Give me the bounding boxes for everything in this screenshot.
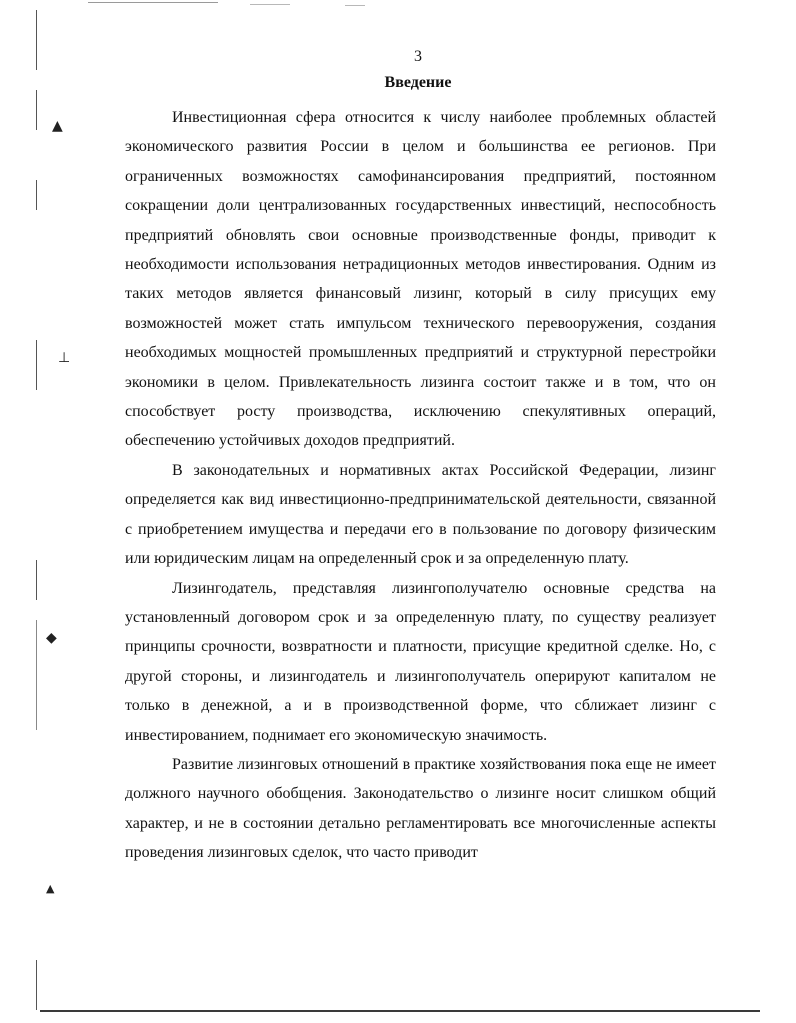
punch-hole-mark-icon: ▲ (52, 118, 63, 134)
paragraph: Лизингодатель, представляя лизингополучателю основные средства на установленный договором срок и за определенную плату, по существу реализует принципы срочности, возвратности и платности, присущие кредитной сделке. Но, с другой стороны, и лизингодатель и лизингополучатель оперируют капиталом не только в денежной, а и в производственной форме, что сближает лизинг с инвестированием, поднимает его экономическую значимость. (125, 579, 716, 744)
page-number: 3 (414, 48, 422, 65)
scan-artifact-top-line (345, 5, 365, 6)
scan-artifact-bottom-line (40, 1010, 760, 1012)
scan-artifact-left-edge (36, 620, 37, 730)
paragraph: В законодательных и нормативных актах Российской Федерации, лизинг определяется как вид инвестиционно-предпринимательской деятельности, связанной с приобретением имущества и передачи его в пользование по договору физическим или юридическим лицам на определенный срок и за определенную плату. (125, 461, 716, 568)
paragraph: Инвестиционная сфера относится к числу наиболее проблемных областей экономического развития России в целом и большинства ее регионов. При ограниченных возможностях самофинансирования предприятий, постоянном сокращении доли централизованных государственных инвестиций, неспособность предприятий обновлять свои основные производственные фонды, приводит к необходимости использования нетрадиционных методов инвестирования. Одним из таких методов является финансовый лизинг, который в силу присущих ему возможностей может стать импульсом технического перевооружения, создания необходимых мощностей промышленных предприятий и структурной перестройки экономики в целом. Привлекательность лизинга состоит также и в том, что он способствует росту производства, исключению спекулятивных операций, обеспечению устойчивых доходов предприятий. (125, 109, 716, 450)
punch-hole-mark-icon: ◆ (46, 630, 57, 646)
scan-artifact-top-line (250, 4, 290, 5)
body-text (125, 103, 716, 868)
scan-artifact-left-edge (36, 180, 37, 210)
scan-artifact-top-line (88, 2, 218, 3)
scan-artifact-left-edge (36, 560, 37, 600)
scan-artifact-left-edge (36, 340, 37, 390)
punch-hole-mark-icon: ⊥ (58, 350, 71, 366)
scan-artifact-left-edge (36, 960, 37, 1010)
punch-hole-mark-icon: ▲ (46, 882, 55, 895)
page-title: Введение (384, 74, 452, 91)
paragraph: Развитие лизинговых отношений в практике хозяйствования пока еще не имеет должного научного обобщения. Законодательство о лизинге носит слишком общий характер, и не в состоянии детально регламентировать все многочисленные аспекты проведения лизинговых сделок, что часто приводит (125, 755, 716, 862)
scan-artifact-left-edge (36, 90, 37, 130)
